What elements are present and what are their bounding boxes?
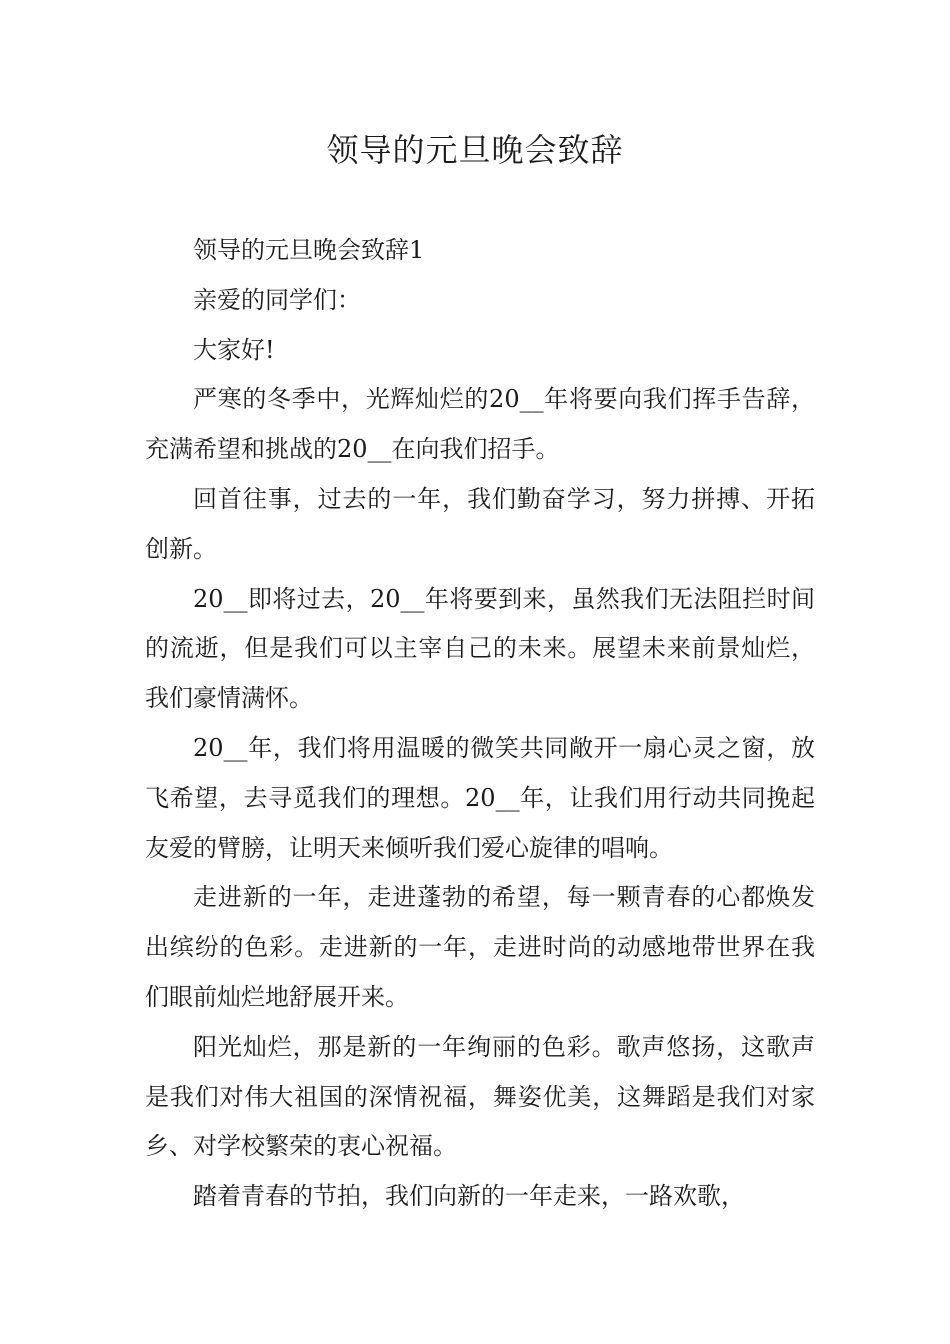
paragraph: 阳光灿烂，那是新的一年绚丽的色彩。歌声悠扬，这歌声是我们对伟大祖国的深情祝福，舞姿优美，这舞蹈是我们对家乡、对学校繁荣的衷心祝福。 [145,1032,815,1161]
paragraph-subtitle: 领导的元旦晚会致辞1 [193,236,425,264]
paragraph: 回首往事，过去的一年，我们勤奋学习，努力拼搏、开拓创新。 [145,484,815,563]
paragraph: 20__即将过去，20__年将要到来，虽然我们无法阻拦时间的流逝，但是我们可以主宰自己的未来。展望未来前景灿烂，我们豪情满怀。 [145,584,815,713]
paragraph: 20__年，我们将用温暖的微笑共同敞开一扇心灵之窗，放飞希望，去寻觅我们的理想。20__年，让我们用行动共同挽起友爱的臂膀，让明天来倾听我们爱心旋律的唱响。 [145,733,815,862]
paragraph: 走进新的一年，走进蓬勃的希望，每一颗青春的心都焕发出缤纷的色彩。走进新的一年，走进时尚的动感地带世界在我们眼前灿烂地舒展开来。 [145,883,815,1011]
paragraph: 踏着青春的节拍，我们向新的一年走来，一路欢歌， [193,1182,745,1211]
document-title: 领导的元旦晚会致辞 [326,131,624,169]
paragraph: 严寒的冬季中，光辉灿烂的20__年将要向我们挥手告辞，充满希望和挑战的20__在向我们招手。 [145,385,815,464]
paragraph-salutation: 亲爱的同学们： [193,285,361,314]
document-body [145,226,815,1222]
paragraph-greeting: 大家好! [193,335,275,364]
